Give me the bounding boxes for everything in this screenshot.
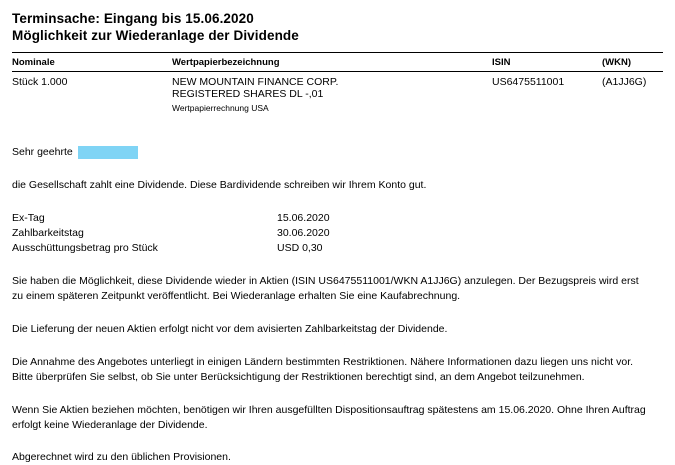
paragraph-delivery: Die Lieferung der neuen Aktien erfolgt nicht vor dem avisierten Zahlbarkeitstag der Dividende. [12,323,448,335]
cell-isin: US6475511001 [492,76,565,88]
cell-wkn: (A1JJ6G) [602,76,647,88]
paragraph-commissions: Abgerechnet wird zu den üblichen Provisionen. [12,451,231,463]
redaction-block [78,146,138,159]
security-table-row [12,72,663,115]
cell-bezeichnung [172,76,492,113]
document-body [12,145,663,465]
header-wkn: (WKN) [602,57,632,68]
cell-bezeichnung-line1: NEW MOUNTAIN FINANCE CORP. [172,76,339,88]
intro-paragraph: die Gesellschaft zahlt eine Dividende. Diese Bardividende schreiben wir Ihrem Konto gut. [12,179,427,191]
cell-bezeichnung-line2: REGISTERED SHARES DL -,01 [172,88,324,100]
header-nominale: Nominale [12,57,55,68]
security-table [12,53,663,115]
paragraph-restrictions: Die Annahme des Angebotes unterliegt in einigen Ländern bestimmten Restriktionen. Nähere Informationen dazu liegen uns nicht vor. Bitte überprüfen Sie selbst, ob Sie unter Berücksichtigung der Restriktionen berechtigt sind, an dem Angebot teilzunehmen. [12,356,634,383]
date-label: Ex-Tag [12,212,45,224]
document-title [0,0,675,44]
header-bezeichnung: Wertpapierbezeichnung [172,57,280,68]
date-label: Zahlbarkeitstag [12,227,84,239]
salutation-line [12,145,663,160]
title-line-subject: Möglichkeit zur Wiederanlage der Dividende [12,28,299,43]
header-isin: ISIN [492,57,511,68]
date-row [12,226,663,241]
date-label: Ausschüttungsbetrag pro Stück [12,242,158,254]
date-row [12,211,663,226]
paragraph-reinvestment: Sie haben die Möglichkeit, diese Dividende wieder in Aktien (ISIN US6475511001/WKN A1JJ6G) anzulegen. Der Bezugspreis wird erst zu einem späteren Zeitpunkt veröffentlicht. Bei Wiederanlage erhalten Sie eine Kaufabrechnung. [12,275,639,302]
title-line-deadline: Terminsache: Eingang bis 15.06.2020 [12,11,254,26]
date-value: 15.06.2020 [277,212,330,224]
cell-nominale: Stück 1.000 [12,76,68,88]
dates-block [12,211,663,256]
date-value: USD 0,30 [277,242,323,254]
security-table-header [12,53,663,71]
date-value: 30.06.2020 [277,227,330,239]
date-row [12,241,663,256]
salutation-text: Sehr geehrte [12,146,73,158]
cell-bezeichnung-sub: Wertpapierrechnung USA [172,103,269,113]
paragraph-order-deadline: Wenn Sie Aktien beziehen möchten, benötigen wir Ihren ausgefüllten Dispositionsauftrag spätestens am 15.06.2020. Ohne Ihren Auftrag erfolgt keine Wiederanlage der Dividende. [12,404,646,431]
